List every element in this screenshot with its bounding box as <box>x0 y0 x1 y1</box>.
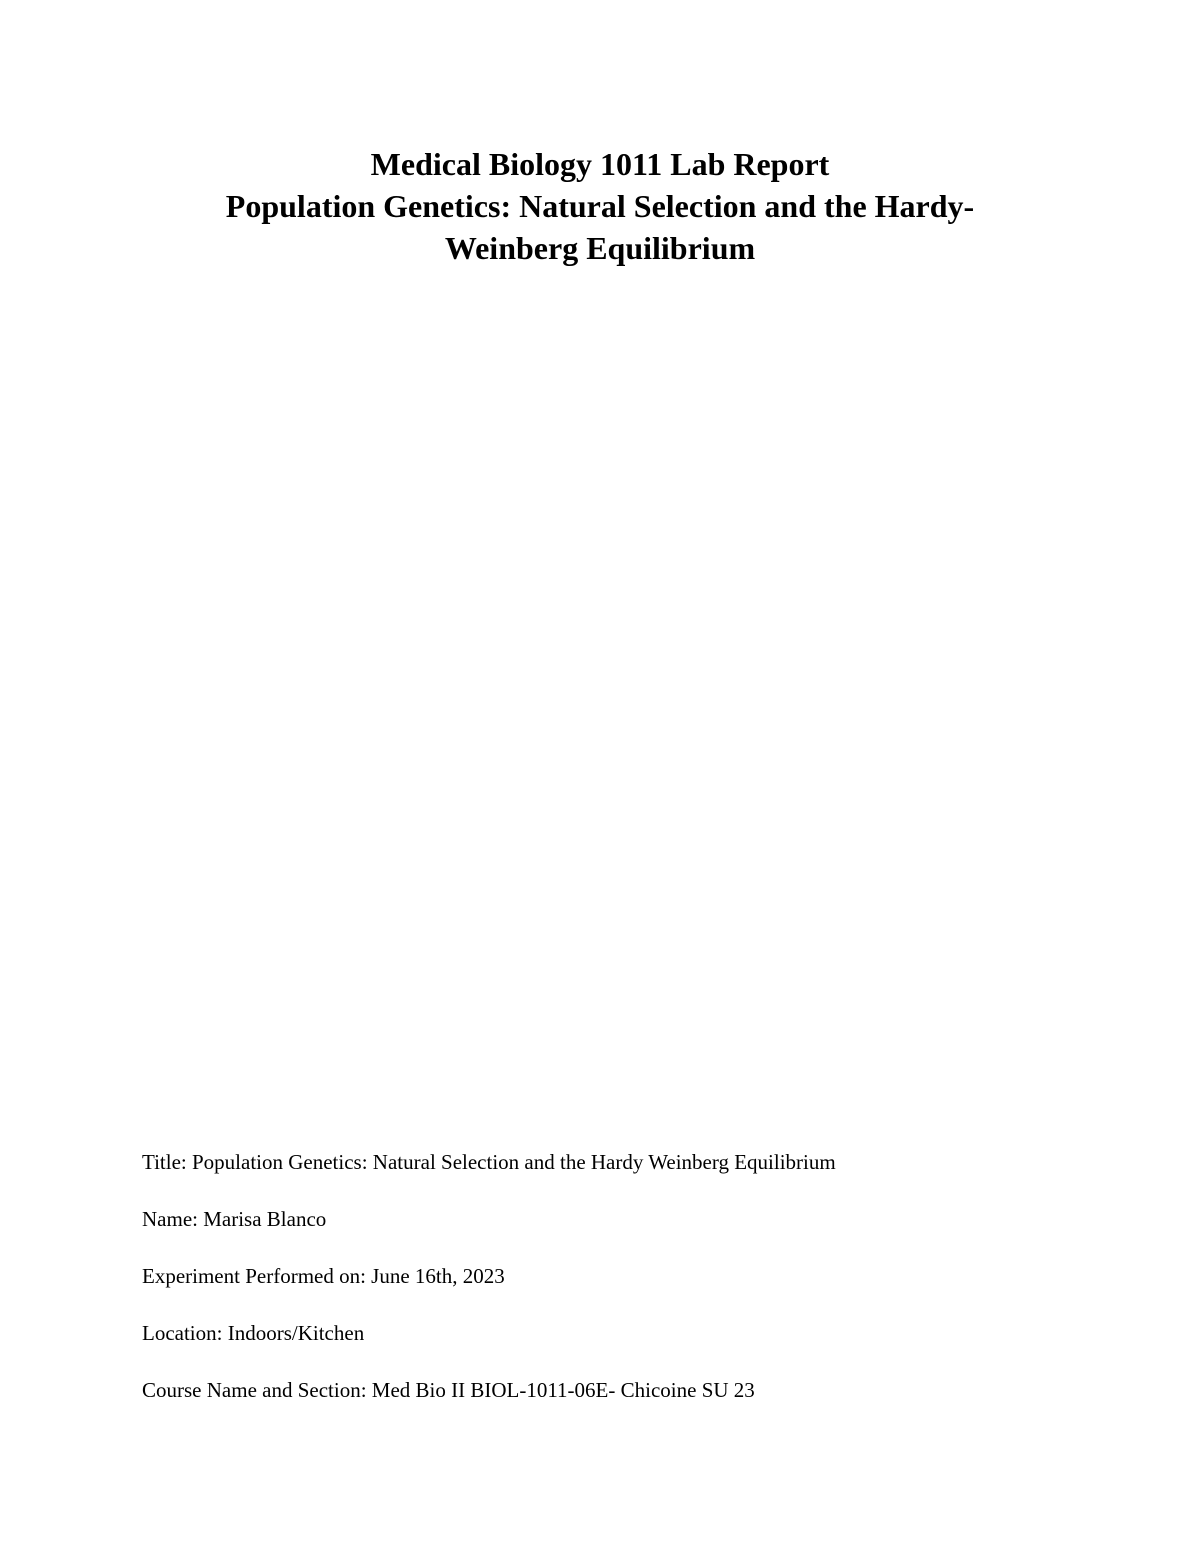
report-title-line-3: Weinberg Equilibrium <box>444 230 756 266</box>
info-title: Title: Population Genetics: Natural Selection and the Hardy Weinberg Equilibrium <box>142 1150 836 1174</box>
info-location: Location: Indoors/Kitchen <box>142 1321 365 1345</box>
report-title-line-1: Medical Biology 1011 Lab Report <box>370 146 830 182</box>
info-course: Course Name and Section: Med Bio II BIOL-1011-06E- Chicoine SU 23 <box>142 1378 755 1402</box>
report-info <box>142 1148 1102 1433</box>
report-title-line-2: Population Genetics: Natural Selection and the Hardy- <box>225 188 975 224</box>
info-name: Name: Marisa Blanco <box>142 1207 327 1231</box>
report-title <box>0 143 1200 269</box>
info-experiment-date: Experiment Performed on: June 16th, 2023 <box>142 1264 505 1288</box>
